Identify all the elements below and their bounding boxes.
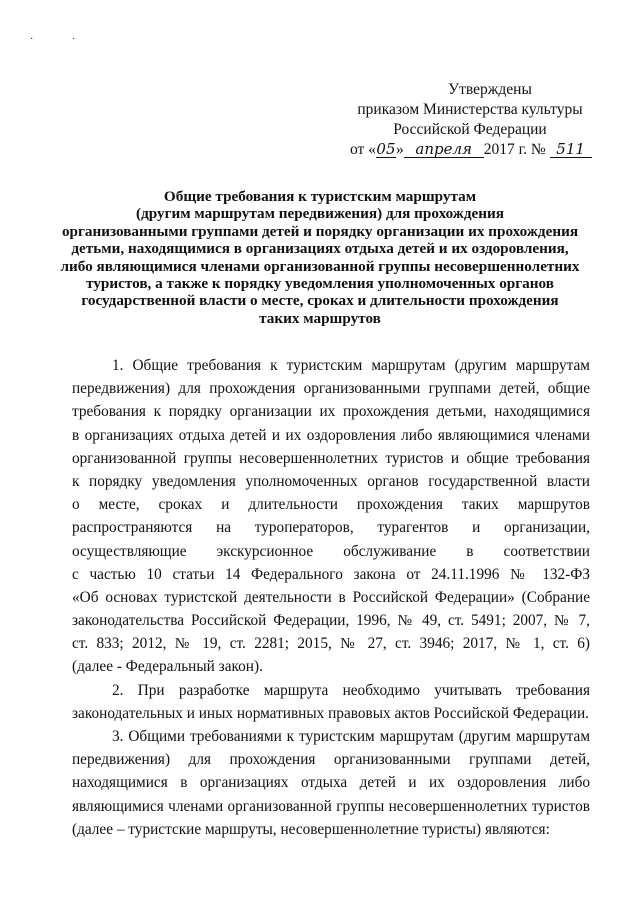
federation-line: Российской Федерации — [393, 121, 547, 138]
order-date-line — [350, 140, 590, 160]
order-line: приказом Министерства культуры — [357, 101, 583, 118]
body-text-line: 1. Общие требования к туристским маршрутам (другим маршрутам — [112, 357, 590, 374]
body-text-line: осуществляющие экскурсионное обслуживание в соответствии — [72, 542, 590, 560]
body-text-line: законодательства Российской Федерации, 1996, № 49, ст. 5491; 2007, № 7, — [72, 612, 590, 630]
body-text-line: передвижения) для прохождения организованными группами детей, — [72, 751, 590, 769]
handwritten-month: апреля — [404, 141, 484, 158]
approval-block — [350, 80, 590, 160]
title-line: таких маршрутов — [259, 309, 381, 327]
document-title — [58, 188, 582, 327]
body-text-line: организованной группы несовершеннолетних туристов и общие требования — [72, 449, 590, 467]
handwritten-order-number: 511 — [550, 141, 592, 158]
handwritten-day: 05 — [376, 140, 396, 158]
body-text-line: 2. При разработке маршрута необходимо учитывать требования — [112, 681, 590, 699]
body-text-line: с частью 10 статьи 14 Федерального закона от 24.11.1996 № 132-ФЗ — [72, 565, 590, 583]
document-body — [72, 354, 590, 841]
body-text-line: законодательных и иных нормативных правовых актов Российской Федерации. — [72, 704, 589, 722]
body-text-line: в организациях отдыха детей и их оздоровления либо являющимися членами — [72, 426, 590, 444]
date-close-quote: » — [395, 141, 404, 158]
body-text-line: находящимися в организациях отдыха детей и их оздоровления либо — [72, 774, 590, 792]
title-line: организованными группами детей и порядку организации их прохождения — [61, 222, 579, 240]
title-line: либо являющимися членами организованной группы несовершеннолетних — [60, 257, 580, 275]
body-text-line: являющимися членами организованной группы несовершеннолетних туристов — [72, 797, 590, 815]
title-line: Общие требования к туристским маршрутам — [163, 188, 477, 205]
body-text-line: (далее – туристские маршруты, несовершеннолетние туристы) являются: — [72, 820, 550, 838]
body-text-line: «Об основах туристской деятельности в Российской Федерации» (Собрание — [72, 588, 590, 606]
body-text-line: о месте, сроках и длительности прохождения таких маршрутов — [72, 496, 590, 514]
body-text-line: передвижения) для прохождения организованными группами детей, общие — [72, 380, 590, 398]
date-prefix: от « — [350, 141, 376, 158]
body-text-line: требования к порядку организации их прохождения детьми, находящимися — [72, 403, 590, 421]
year-suffix: 2017 г. № — [483, 141, 546, 158]
title-line: туристов, а также к порядку уведомления уполномоченных органов — [86, 275, 554, 293]
scan-specks: · · — [30, 34, 94, 45]
body-text-line: распространяются на туроператоров, турагентов и организации, — [72, 519, 590, 537]
body-text-line: 3. Общими требованиями к туристским маршрутам (другим маршрутам — [112, 728, 590, 745]
title-line: (другим маршрутам передвижения) для прохождения — [136, 205, 504, 223]
body-text-line: к порядку уведомления уполномоченных органов государственной власти — [72, 472, 590, 490]
title-line: государственной власти о месте, сроках и длительности прохождения — [81, 292, 559, 310]
approved-label: Утверждены — [448, 81, 532, 98]
title-line: детьми, находящимися в организациях отдыха детей и их оздоровления, — [71, 240, 569, 258]
body-text-line: ст. 833; 2012, № 19, ст. 2281; 2015, № 27, ст. 3946; 2017, № 1, ст. 6) — [72, 635, 590, 653]
body-text-line: (далее - Федеральный закон). — [72, 658, 263, 676]
